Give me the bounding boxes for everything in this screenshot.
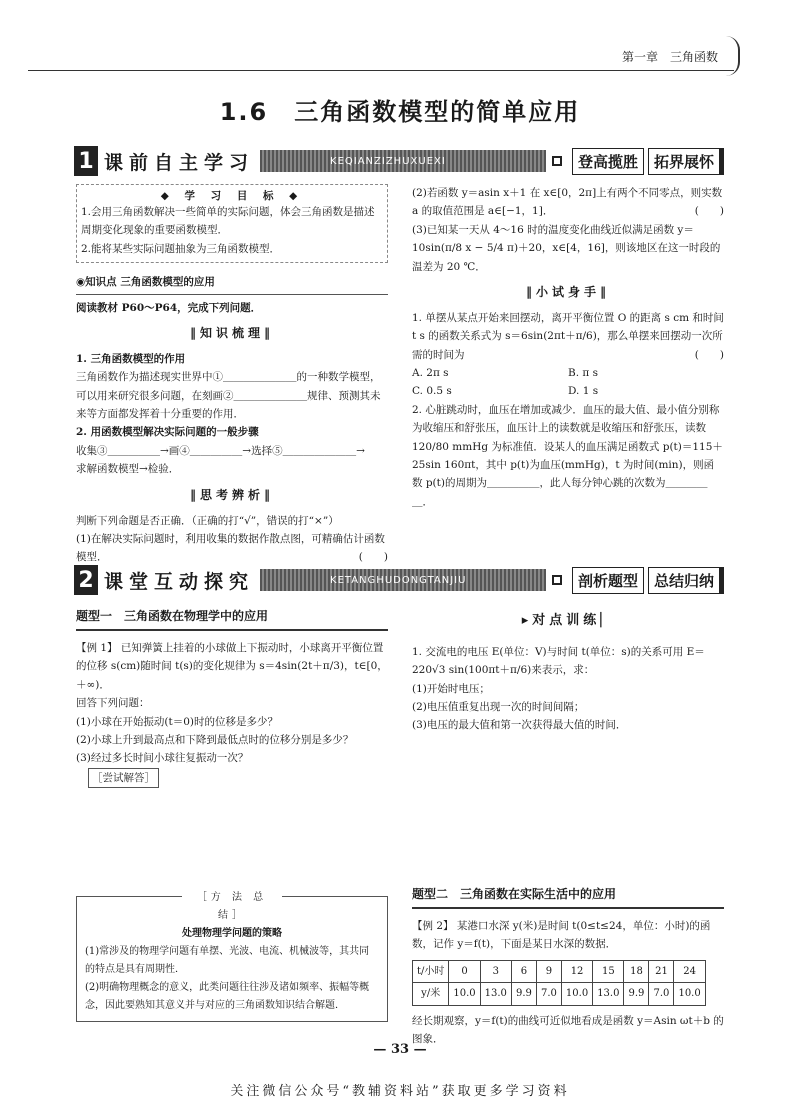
table-cell: 13.0: [593, 983, 624, 1006]
method-subtitle: 处理物理学问题的策略: [182, 928, 282, 939]
table-cell: 18: [624, 960, 649, 983]
think-item: (3)已知某一天从 4～16 时的温度变化曲线近似满足函数 y＝10sin(π/8 x − 5/4 π)＋20，x∈[4，16]，则该地区在这一时段的温差为 20 ℃．: [412, 223, 721, 273]
option: C. 0.5 s: [412, 385, 452, 398]
table-cell: 0: [449, 960, 480, 983]
section-title: 课堂互动探究: [104, 570, 255, 593]
example-question: (1)小球在开始振动(t＝0)时的位移是多少？: [76, 715, 278, 728]
option: A. 2π s: [412, 367, 449, 379]
think-heading: ‖思考辨析‖: [189, 487, 274, 502]
goal-box: [76, 184, 388, 263]
example-question: (2)小球上升到最高点和下降到最低点时的位移分别是多少？: [76, 733, 354, 746]
example-text: 【例 2】 某港口水深 y(米)是时间 t(0≤t≤24，单位：小时)的函数，记作 y＝f(t)，下面是某日水深的数据．: [412, 920, 711, 951]
practice-subquestion: (3)电压的最大值和第一次获得最大值的时间．: [412, 719, 627, 732]
footer-note: 关注微信公众号“教辅资料站”获取更多学习资料: [230, 1084, 570, 1099]
table-cell: 7.0: [536, 983, 561, 1006]
page-title: 1.6 三角函数模型的简单应用: [219, 98, 581, 126]
section-stripe: KETANGHUDONGTANJIU: [260, 569, 546, 591]
knowledge-sort-heading: ‖知识梳理‖: [189, 325, 274, 340]
try-heading: ‖小试身手‖: [525, 284, 610, 299]
section-bar-1: [74, 146, 724, 176]
knowledge-heading: ◉知识点 三角函数模型的应用: [76, 273, 388, 294]
right-column-2: [412, 606, 724, 735]
chapter-header: 第一章 三角函数: [621, 50, 718, 64]
practice-subquestion: (1)开始时电压；: [412, 682, 490, 695]
table-cell: y/米: [413, 983, 449, 1006]
section-tag: 剖析题型: [572, 567, 644, 594]
training-heading: ▸对点训练▏: [521, 613, 615, 628]
reading-instruction: 阅读教材 P60～P64，完成下列问题．: [76, 301, 262, 314]
think-item: (2)若函数 y＝asin x＋1 在 x∈[0，2π]上有两个不同零点，则实数 a 的取值范围是 a∈[−1，1]． ( ): [412, 187, 724, 218]
attempt-label: ［尝试解答］: [88, 768, 159, 788]
example-text: 经长期观察，y＝f(t)的曲线可近似地看成是函数 y＝Asin ωt＋b 的图象．: [412, 1014, 724, 1046]
example-question: 回答下列问题：: [76, 697, 150, 710]
question-type-heading: 题型二 三角函数在实际生活中的应用: [412, 884, 724, 909]
knowledge-item-text: 三角函数作为描述现实世界中①＿＿＿＿＿＿＿的一种数学模型，可以用来研究很多问题，在刻画②＿＿＿＿＿＿＿规律、预测其未来等方面都发挥着十分重要的作用．: [76, 371, 381, 420]
table-cell: 24: [674, 960, 705, 983]
think-intro: 判断下列命题是否正确．（正确的打“√”，错误的打“×”）: [76, 514, 339, 527]
goal-heading: ◆ 学 习 目 标 ◆: [160, 190, 304, 202]
table-cell: 12: [561, 960, 592, 983]
section-number: 1: [74, 146, 98, 176]
question-type-heading: 题型一 三角函数在物理学中的应用: [76, 606, 388, 631]
table-cell: 3: [480, 960, 511, 983]
left-column-2: [76, 606, 388, 788]
options-row: [412, 382, 724, 400]
header-rule: [28, 70, 734, 71]
question: 2. 心脏跳动时，血压在增加或减少．血压的最大值、最小值分别称为收缩压和舒张压，血压计上的读数就是收缩压和舒张压，读数 120/80 mmHg 为标准值．设某人的血压满足函数式 p(t)＝115＋25sin 160πt，其中 p(t)为血压(mmHg)，t 为时间(min)，则函数 p(t)的周期为＿＿＿＿＿，此人每分钟心跳的次数为＿＿＿＿＿．: [412, 403, 723, 508]
section-bar-2: [74, 565, 724, 595]
option: D. 1 s: [568, 385, 599, 398]
page-number: — 33 —: [373, 1042, 427, 1057]
goal-item: 2.能将某些实际问题抽象为三角函数模型．: [81, 242, 281, 255]
table-cell: t/小时: [413, 960, 449, 983]
practice-subquestion: (2)电压值重复出现一次的时间间隔；: [412, 700, 585, 713]
table-cell: 10.0: [674, 983, 705, 1006]
table-row: [413, 960, 706, 983]
section-tag: 拓界展怀: [648, 148, 724, 175]
section-tag: 登高揽胜: [572, 148, 644, 175]
knowledge-item-title: 2. 用函数模型解决实际问题的一般步骤: [76, 426, 259, 439]
section-stripe: KEQIANZIZHUXUEXI: [260, 150, 546, 172]
section-title: 课前自主学习: [104, 151, 255, 174]
table-cell: 21: [649, 960, 674, 983]
table-cell: 6: [511, 960, 536, 983]
table-cell: 10.0: [449, 983, 480, 1006]
square-icon: [552, 156, 562, 166]
think-item: (1)在解决实际问题时，利用收集的数据作散点图，可精确估计函数模型． ( ): [76, 532, 388, 564]
right-column-1: [412, 184, 724, 511]
options-row: [412, 364, 724, 382]
option: B. π s: [568, 367, 599, 379]
method-summary-box: [76, 892, 388, 1022]
right-column-3: [412, 884, 724, 1049]
example-text: 【例 1】 已知弹簧上挂着的小球做上下振动时，小球离开平衡位置的位移 s(cm)随时间 t(s)的变化规律为 s＝4sin(2t＋π/3)，t∈[0，＋∞)．: [76, 642, 388, 691]
example-question: (3)经过多长时间小球往复振动一次？: [76, 752, 249, 765]
method-item: (1)常涉及的物理学问题有单摆、光波、电流、机械波等，其共同的特点是具有周期性．: [85, 946, 370, 975]
table-row: [413, 983, 706, 1006]
left-column-1: [76, 184, 388, 567]
table-cell: 9.9: [624, 983, 649, 1006]
square-icon: [552, 575, 562, 585]
method-heading: ［方 法 总 结］: [182, 889, 282, 925]
table-cell: 9: [536, 960, 561, 983]
table-cell: 7.0: [649, 983, 674, 1006]
question: 1. 单摆从某点开始来回摆动，离开平衡位置 O 的距离 s cm 和时间 t s 的函数关系式为 s＝6sin(2πt＋π/6)，那么单摆来回摆动一次所需的时间为 ( ): [412, 311, 724, 361]
method-item: (2)明确物理概念的意义，此类问题往往涉及诸如频率、振幅等概念，因此要熟知其意义并与对应的三角函数知识结合解题．: [85, 982, 370, 1011]
knowledge-item-text: 求解函数模型→检验．: [76, 463, 180, 476]
table-cell: 15: [593, 960, 624, 983]
table-cell: 10.0: [561, 983, 592, 1006]
section-tag: 总结归纳: [648, 567, 724, 594]
section-number: 2: [74, 565, 98, 595]
practice-question: 1. 交流电的电压 E(单位：V)与时间 t(单位：s)的关系可用 E＝220√3 sin(100πt＋π/6)来表示，求：: [412, 645, 705, 677]
knowledge-item-title: 1. 三角函数模型的作用: [76, 352, 186, 365]
goal-item: 1.会用三角函数解决一些简单的实际问题，体会三角函数是描述周期变化现象的重要函数模型．: [81, 206, 375, 237]
table-cell: 13.0: [480, 983, 511, 1006]
table-cell: 9.9: [511, 983, 536, 1006]
depth-table: [412, 960, 706, 1006]
knowledge-item-text: 收集③＿＿＿＿＿→画④＿＿＿＿＿→选择⑤＿＿＿＿＿＿＿→: [76, 444, 365, 457]
